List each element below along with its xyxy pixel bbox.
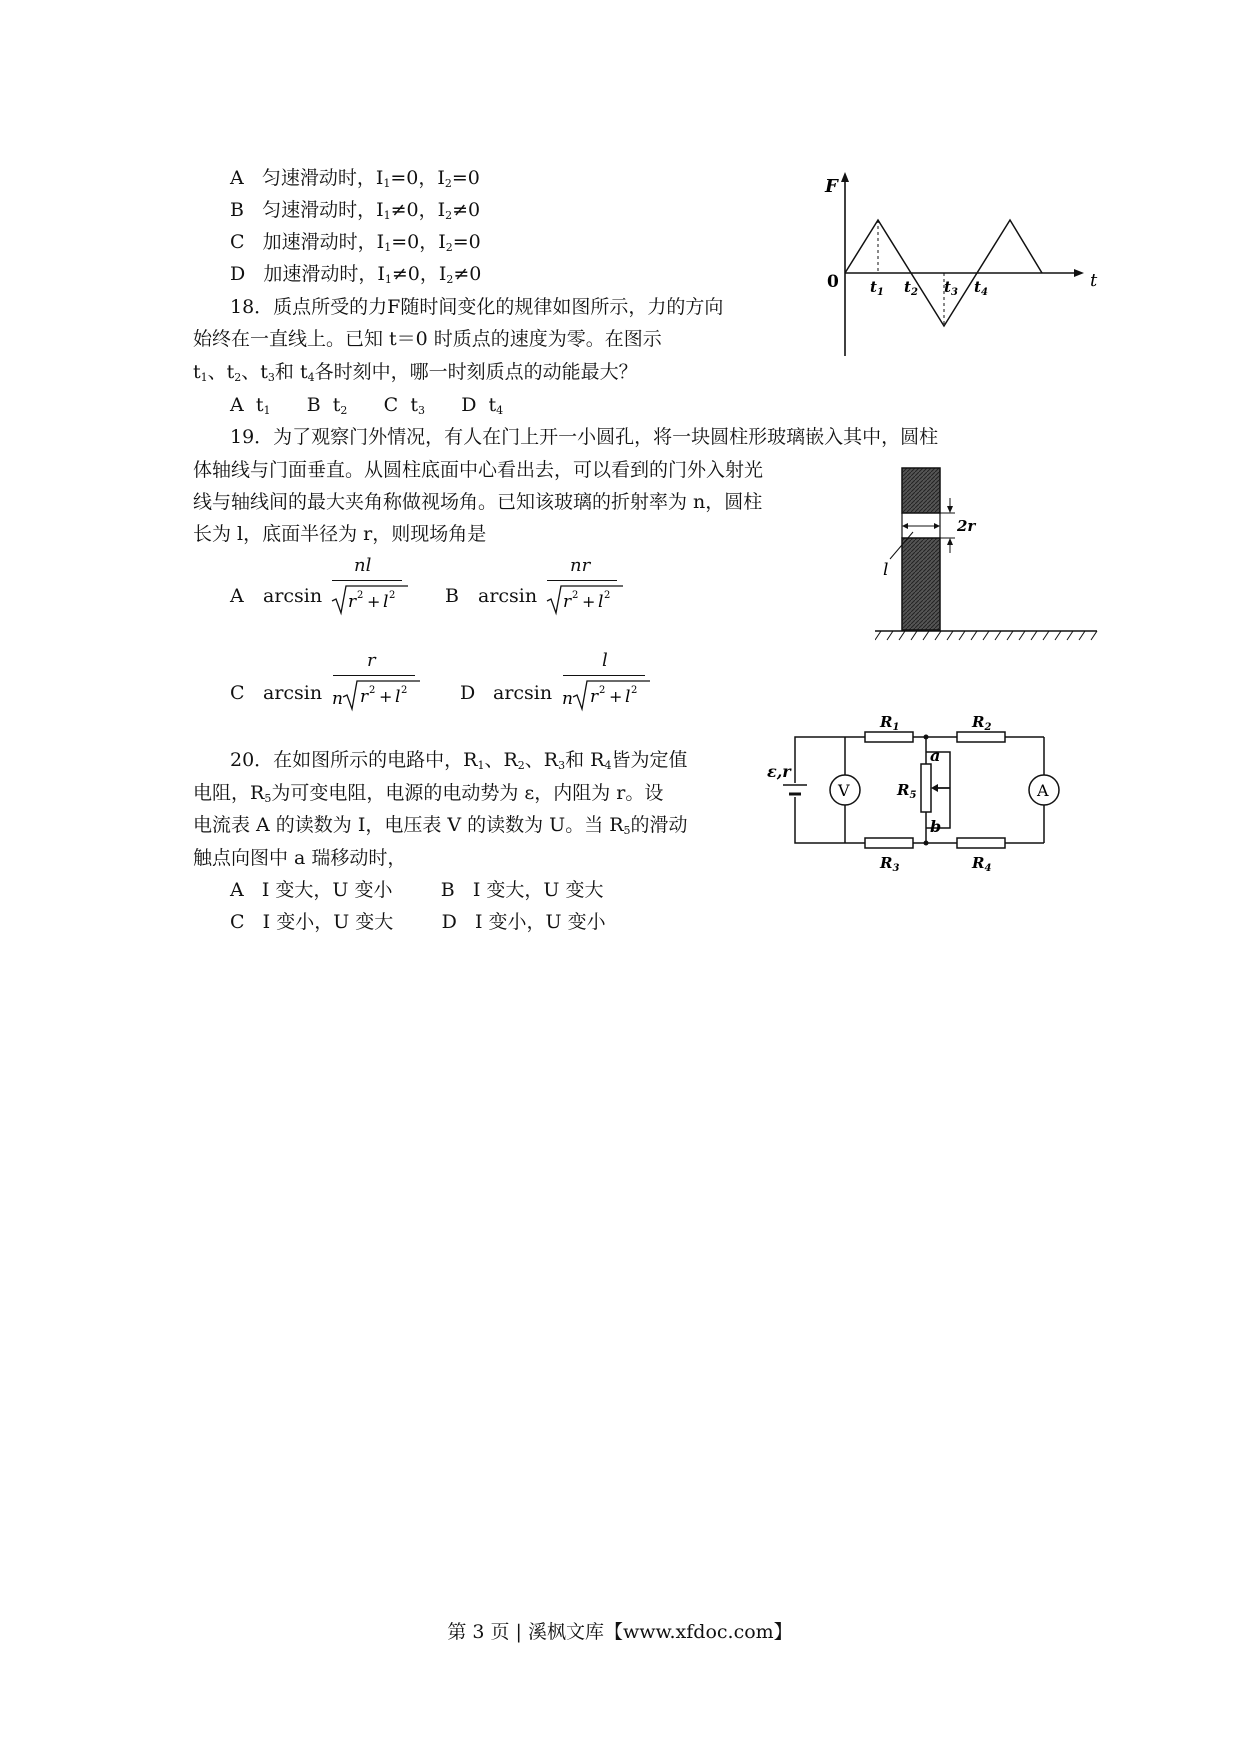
q19-option-b-denominator — [545, 583, 625, 617]
q20-option-b: B I 变大，U 变大 — [440, 879, 604, 901]
y-axis-label: F — [825, 176, 838, 197]
q18-option-c: C $t_3$ — [383, 394, 425, 417]
q20-line-4: 触点向图中 a 瑞移动时， — [193, 847, 407, 869]
svg-text:+: + — [367, 592, 381, 611]
q19-option-b-numerator: nr — [570, 555, 591, 576]
t1-label: $t_1$ — [870, 278, 884, 298]
svg-text:r: r — [590, 687, 599, 707]
ground-hatch — [875, 631, 1097, 640]
q19-option-d-fraction-bar — [563, 675, 645, 676]
r3-label: $R_3$ — [880, 854, 900, 874]
q19-option-c-numerator: r — [367, 650, 376, 671]
q17-option-b: B 匀速滑动时，$I_1\ne 0$，$I_2\ne 0$ — [230, 199, 481, 222]
y-axis-arrow — [841, 172, 849, 182]
r4-label: $R_4$ — [972, 854, 992, 874]
q20-line-1: 20．在如图所示的电路中，$R_1$、$R_2$、$R_3$和 $R_4$皆为定值 — [230, 749, 688, 772]
voltmeter-label: V — [838, 781, 850, 800]
q19-option-b-func: arcsin — [478, 585, 538, 607]
q19-option-b-letter: B — [445, 585, 459, 607]
q18-line-2: 始终在一直线上。已知 t＝0 时质点的速度为零。在图示 — [193, 328, 662, 350]
r4-resistor — [957, 838, 1005, 848]
q18-option-a: A $t_1$ — [230, 394, 271, 417]
svg-text:r: r — [563, 592, 572, 612]
q18-option-d: D $t_4$ — [461, 394, 504, 417]
q19-option-b-fraction-bar — [547, 580, 617, 581]
r5-label: $R_5$ — [897, 781, 917, 801]
svg-text:2: 2 — [401, 685, 408, 696]
q19-option-d-denominator — [560, 678, 652, 712]
r1-resistor — [865, 732, 913, 742]
q17-option-c: C 加速滑动时，$I_1=0$，$I_2=0$ — [230, 231, 481, 254]
svg-text:2: 2 — [369, 685, 376, 696]
svg-text:l: l — [625, 687, 631, 707]
q19-option-a-fraction-bar — [332, 580, 402, 581]
svg-text:r: r — [360, 687, 369, 707]
l-label: l — [883, 560, 889, 580]
x-axis-label: t — [1090, 270, 1098, 291]
q20-option-c: C I 变小，U 变大 — [230, 911, 394, 933]
svg-text:l: l — [598, 592, 604, 612]
circuit-diagram — [765, 705, 1065, 885]
q19-option-c-fraction-bar — [333, 675, 415, 676]
door-lower — [902, 538, 940, 630]
svg-text:2: 2 — [631, 685, 638, 696]
svg-text:2: 2 — [604, 590, 611, 601]
q19-option-c-func: arcsin — [263, 682, 323, 704]
t4-label: $t_4$ — [974, 278, 988, 298]
svg-text:n: n — [562, 689, 573, 709]
q19-line-1: 19．为了观察门外情况，有人在门上开一小圆孔，将一块圆柱形玻璃嵌入其中，圆柱 — [230, 426, 939, 448]
svg-text:2: 2 — [357, 590, 364, 601]
svg-text:+: + — [379, 687, 393, 706]
svg-text:+: + — [582, 592, 596, 611]
svg-text:l: l — [383, 592, 389, 612]
q19-option-d-letter: D — [460, 682, 476, 704]
svg-text:+: + — [609, 687, 623, 706]
t2-label: $t_2$ — [904, 278, 918, 298]
q20-option-a: A I 变大，U 变小 — [230, 879, 393, 901]
q19-option-a-denominator — [330, 583, 410, 617]
door-upper — [902, 468, 940, 513]
q19-options-ab — [230, 555, 650, 625]
q17-option-a: A 匀速滑动时，$I_1=0$，$I_2=0$ — [230, 167, 480, 190]
force-time-graph — [820, 170, 1100, 360]
node-a-label: a — [930, 746, 941, 765]
q20-line-3: 电流表 A 的读数为 I，电压表 V 的读数为 U。当 $R_5$的滑动 — [193, 814, 688, 837]
door-glass-figure — [875, 460, 1105, 645]
q19-option-d-numerator: l — [602, 650, 608, 671]
q18-line-3: $t_1$、$t_2$、$t_3$和 $t_4$各时刻中，哪一时刻质点的动能最大？ — [193, 361, 638, 384]
r5-slider-arrow — [931, 784, 938, 792]
q20-line-2: 电阻，$R_5$为可变电阻，电源的电动势为 ε，内阻为 r。设 — [193, 782, 664, 805]
svg-text:r: r — [348, 592, 357, 612]
origin-label: 0 — [827, 272, 839, 292]
q19-option-c-letter: C — [230, 682, 245, 704]
svg-text:l: l — [395, 687, 401, 707]
emf-label: ε,r — [767, 762, 791, 781]
q19-option-a-func: arcsin — [263, 585, 323, 607]
r3-resistor — [865, 838, 913, 848]
q19-option-a-numerator: nl — [354, 555, 372, 576]
q18-options — [230, 393, 503, 423]
r2-label: $R_2$ — [972, 713, 992, 733]
svg-text:2: 2 — [599, 685, 606, 696]
q19-option-d-func: arcsin — [493, 682, 553, 704]
r2-resistor — [957, 732, 1005, 742]
q20-options-ab — [230, 878, 604, 902]
q19-line-4: 长为 l，底面半径为 r，则现场角是 — [193, 523, 487, 545]
svg-text:2: 2 — [389, 590, 396, 601]
r1-label: $R_1$ — [880, 713, 900, 733]
q19-options-cd — [230, 650, 670, 720]
svg-text:2: 2 — [572, 590, 579, 601]
q19-line-2: 体轴线与门面垂直。从圆柱底面中心看出去，可以看到的门外入射光 — [193, 459, 764, 481]
ammeter-label: A — [1037, 781, 1049, 800]
q20-options-cd — [230, 910, 606, 934]
q19-option-c-denominator — [330, 678, 422, 712]
page-footer: 第 3 页 | 溪枫文库【www.xfdoc.com】 — [447, 1621, 793, 1643]
2r-label: 2r — [957, 517, 976, 535]
t3-label: $t_3$ — [944, 278, 958, 298]
q19-line-3: 线与轴线间的最大夹角称做视场角。已知该玻璃的折射率为 n，圆柱 — [193, 491, 763, 513]
q20-option-d: D I 变小，U 变小 — [441, 911, 606, 933]
q17-option-d: D 加速滑动时，$I_1\ne 0$，$I_2\ne 0$ — [230, 263, 482, 286]
x-axis-arrow — [1074, 269, 1084, 277]
node-b-label: b — [930, 817, 942, 836]
q18-line-1: 18．质点所受的力F随时间变化的规律如图所示，力的方向 — [230, 296, 724, 318]
q19-option-a-letter: A — [230, 585, 244, 607]
q18-option-b: B $t_2$ — [306, 394, 348, 417]
r5-resistor — [921, 764, 931, 812]
svg-text:n: n — [332, 689, 343, 709]
